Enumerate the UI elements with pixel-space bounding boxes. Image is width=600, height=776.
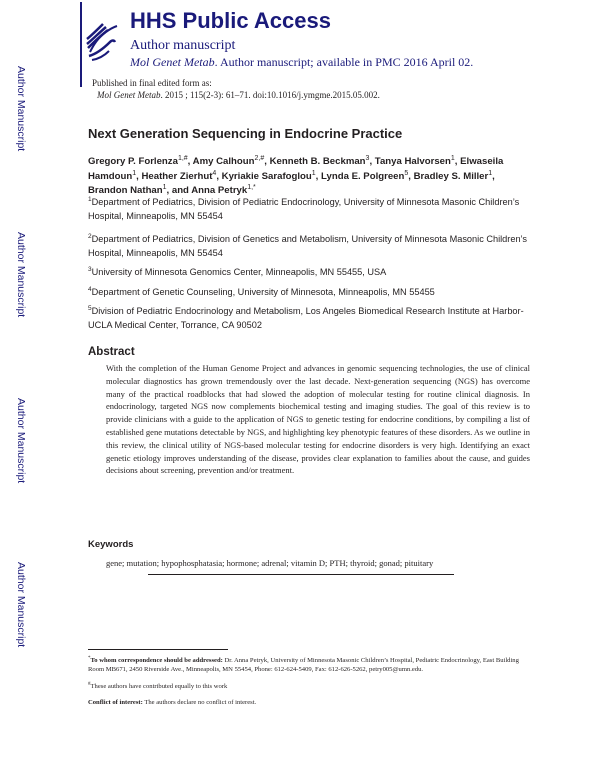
affiliation-text: Department of Genetic Counseling, University of Minnesota, Minneapolis, MN 55455 bbox=[91, 287, 435, 297]
hhs-eagle-logo-icon bbox=[84, 18, 118, 64]
author-name: Lynda E. Polgreen bbox=[321, 170, 405, 182]
affiliation-4 bbox=[88, 286, 528, 300]
conflict-of-interest bbox=[88, 698, 256, 707]
author-name: Anna Petryk bbox=[191, 185, 248, 196]
author-name: Bradley S. Miller bbox=[413, 170, 489, 182]
author-entry bbox=[88, 156, 193, 167]
author-entry bbox=[321, 171, 414, 182]
header-divider bbox=[80, 2, 82, 87]
correspondence-text: Dr. Anna Petryk, University of Minnesota Masonic Children’s Hospital, Pediatric Endocrinology, East Building Room MB671, 2450 Riverside Ave., Minneapolis, MN 55454, Phone: 612-624-5409, Fax: 612-626-5262, petry005@umn.edu. bbox=[88, 657, 519, 673]
author-affiliation-marker: 2,# bbox=[254, 154, 265, 162]
sidebar-author-manuscript-label: Author Manuscript bbox=[15, 66, 27, 152]
author-affiliation-marker: 1 bbox=[311, 169, 316, 177]
sidebar-author-manuscript-label: Author Manuscript bbox=[15, 562, 27, 648]
affiliation-5 bbox=[88, 305, 528, 332]
citation-journal: Mol Genet Metab bbox=[97, 90, 161, 100]
author-entry bbox=[414, 171, 495, 182]
availability-text: . Author manuscript; available in PMC 2016 April 02. bbox=[214, 55, 474, 69]
author-separator: , bbox=[454, 156, 461, 167]
author-entry bbox=[222, 171, 321, 182]
author-affiliation-marker: 1,* bbox=[247, 183, 256, 191]
author-separator: , bbox=[408, 170, 414, 182]
correspondence-label: To whom correspondence should be addressed: bbox=[90, 657, 223, 664]
sidebar-author-manuscript-label: Author Manuscript bbox=[15, 398, 27, 484]
footnote-marker: # bbox=[88, 681, 91, 687]
author-affiliation-marker: 1 bbox=[132, 169, 137, 177]
author-separator: , bbox=[216, 170, 222, 182]
author-name: Tanya Halvorsen bbox=[374, 156, 451, 167]
author-separator: , bbox=[187, 156, 193, 167]
hhs-public-access-title: HHS Public Access bbox=[130, 8, 331, 33]
author-entry bbox=[193, 156, 270, 167]
author-affiliation-marker: 1 bbox=[162, 183, 167, 191]
published-note: Published in final edited form as: bbox=[92, 78, 212, 88]
author-affiliation-marker: 1 bbox=[488, 169, 493, 177]
author-separator: , and bbox=[166, 185, 192, 196]
equal-contribution-footnote bbox=[88, 683, 528, 692]
affiliation-number: 2 bbox=[88, 232, 92, 240]
author-name: Kenneth B. Beckman bbox=[269, 156, 366, 167]
journal-abbrev: Mol Genet Metab bbox=[130, 55, 215, 69]
keywords-heading: Keywords bbox=[88, 539, 134, 550]
author-separator: , bbox=[369, 156, 375, 167]
author-name: Kyriakie Sarafoglou bbox=[221, 170, 312, 182]
affiliation-number: 4 bbox=[88, 285, 92, 293]
author-manuscript-subtitle: Author manuscript bbox=[130, 38, 236, 53]
citation-line bbox=[97, 89, 380, 101]
affiliation-text: Department of Pediatrics, Division of Genetics and Metabolism, University of Minnesota Masonic Children’s Hospital, Minneapolis, MN 55454 bbox=[88, 234, 528, 258]
sidebar-author-manuscript-label: Author Manuscript bbox=[15, 232, 27, 318]
abstract-heading: Abstract bbox=[88, 346, 135, 358]
affiliation-number: 5 bbox=[88, 304, 92, 312]
conflict-label: Conflict of interest: bbox=[88, 699, 143, 706]
author-entry bbox=[88, 185, 191, 196]
paper-title: Next Generation Sequencing in Endocrine Practice bbox=[88, 126, 403, 141]
author-name: Elwaseila Hamdoun bbox=[88, 156, 504, 182]
footnote-divider bbox=[88, 649, 228, 650]
author-entry bbox=[375, 156, 460, 167]
footnote-marker: * bbox=[88, 655, 91, 661]
abstract-text: With the completion of the Human Genome Project and advances in genomic sequencing technologies, the use of clinical molecular diagnostics has grown tremendously over the last decade. Next-generation sequencing (NGS) has overcome many of the practical roadblocks that had slowed the adoption of molecular testing for routine clinical diagnosis. In endocrinology, targeted NGS now complements biochemical testing and imaging studies. The goal of this review is to provide clinicians with a guide to the application of NGS to genetic testing for endocrine conditions, by compiling a list of established gene mutations detectable by NGS, and highlighting key phenotypic features of these disorders. As we outline in this review, the clinical utility of NGS-based molecular testing for endocrine disorders is very high. Identifying an exact genetic etiology improves understanding of the disease, provides clear explanation to families about the cause, and guides decisions about screening, prevention and/or treatment. bbox=[106, 363, 530, 476]
affiliation-1 bbox=[88, 196, 528, 223]
author-separator: , bbox=[492, 170, 495, 182]
keywords-text: gene; mutation; hypophosphatasia; hormone; adrenal; vitamin D; PTH; thyroid; gonad; pituitary bbox=[106, 558, 434, 568]
author-affiliation-marker: 3 bbox=[365, 154, 370, 162]
author-name: Heather Zierhut bbox=[141, 170, 213, 182]
affiliation-text: Division of Pediatric Endocrinology and Metabolism, Los Angeles Biomedical Research Institute at Harbor-UCLA Medical Center, Torrance, CA 90502 bbox=[88, 306, 524, 330]
author-entry bbox=[191, 185, 256, 196]
author-name: Brandon Nathan bbox=[88, 185, 163, 196]
affiliation-2 bbox=[88, 233, 528, 260]
correspondence-footnote bbox=[88, 657, 528, 674]
equal-contribution-text: These authors have contributed equally to this work bbox=[90, 683, 228, 690]
author-name: Amy Calhoun bbox=[192, 156, 255, 167]
author-separator: , bbox=[264, 156, 270, 167]
author-name: Gregory P. Forlenza bbox=[88, 156, 178, 167]
journal-availability-line bbox=[130, 55, 473, 69]
author-affiliation-marker: 1,# bbox=[177, 154, 188, 162]
keywords-divider bbox=[148, 574, 454, 575]
author-separator: , bbox=[315, 170, 322, 182]
affiliation-number: 3 bbox=[88, 265, 92, 273]
author-list bbox=[88, 155, 518, 199]
author-entry bbox=[270, 156, 375, 167]
author-entry bbox=[142, 171, 222, 182]
author-separator: , bbox=[136, 170, 142, 182]
affiliation-number: 1 bbox=[88, 195, 92, 203]
conflict-text: The authors declare no conflict of interest. bbox=[142, 699, 257, 706]
affiliation-text: University of Minnesota Genomics Center, Minneapolis, MN 55455, USA bbox=[91, 267, 387, 277]
author-affiliation-marker: 5 bbox=[404, 169, 409, 177]
affiliation-text: Department of Pediatrics, Division of Pediatric Endocrinology, University of Minnesota Masonic Children’s Hospital, Minneapolis, MN 55454 bbox=[88, 197, 520, 221]
affiliation-3 bbox=[88, 266, 528, 280]
author-affiliation-marker: 1 bbox=[450, 154, 455, 162]
author-affiliation-marker: 4 bbox=[212, 169, 217, 177]
citation-details: . 2015 ; 115(2-3): 61–71. doi:10.1016/j.ymgme.2015.05.002. bbox=[160, 90, 380, 100]
